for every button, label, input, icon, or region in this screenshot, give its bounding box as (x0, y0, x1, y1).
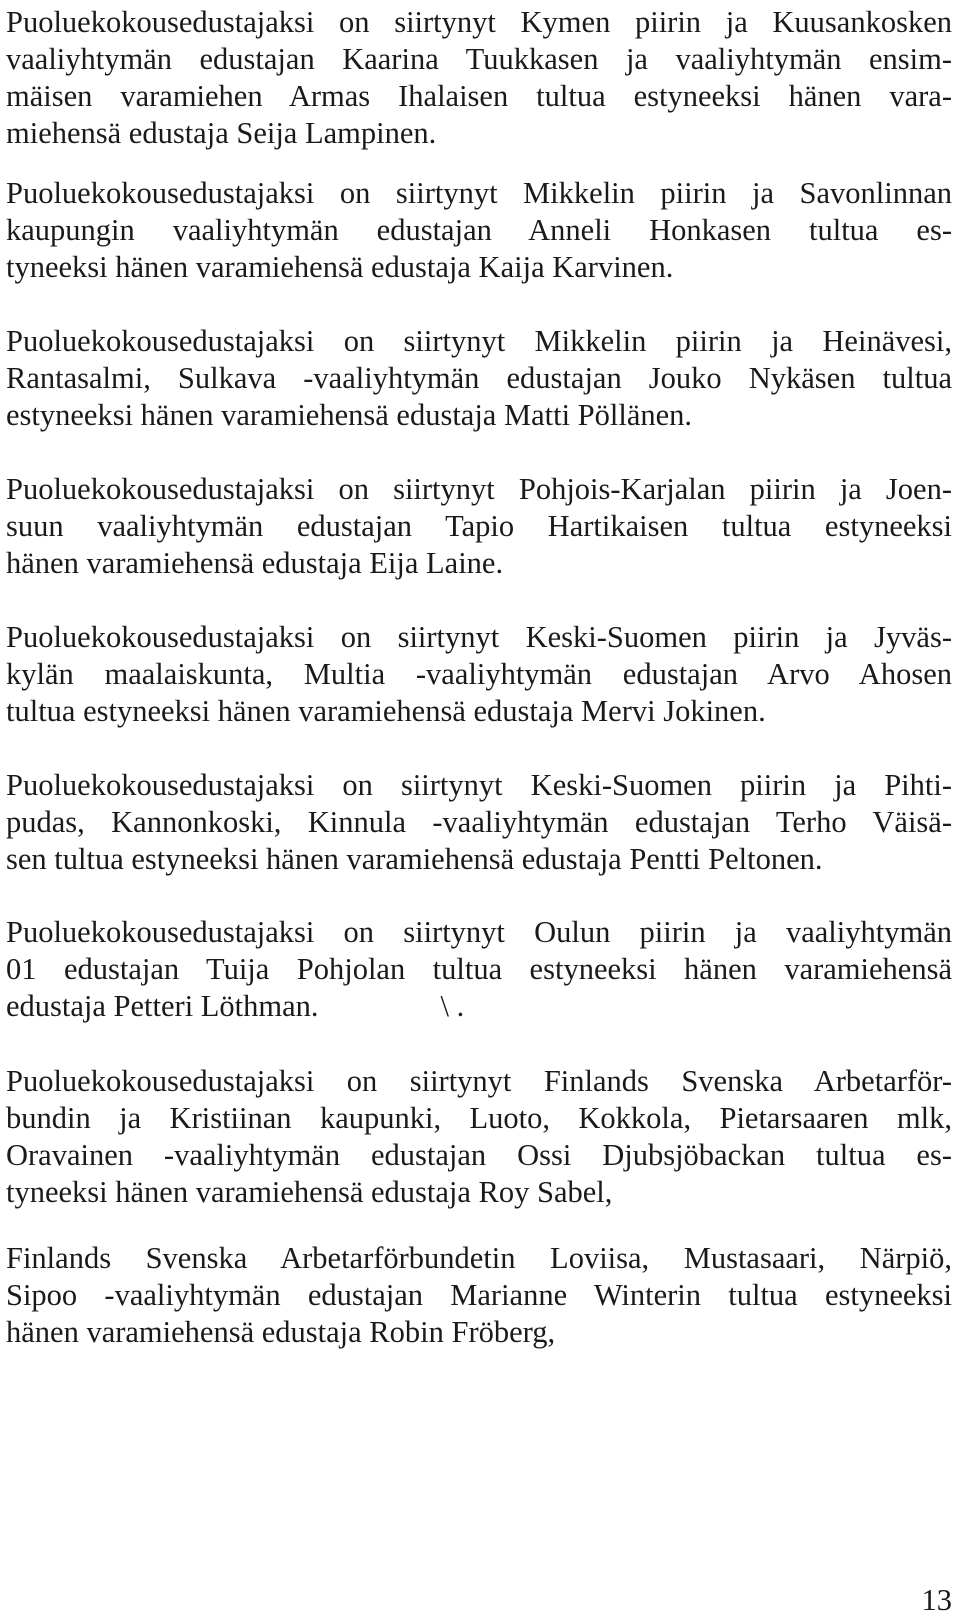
page-number: 13 (921, 1583, 952, 1617)
text-line: Sipoo -vaaliyhtymän edustajan Marianne Winterin tultua estyneeksi (6, 1278, 952, 1312)
text-line: sen tultua estyneeksi hänen varamiehensä edustaja Pentti Peltonen. (6, 842, 823, 876)
text-line: miehensä edustaja Seija Lampinen. (6, 116, 437, 150)
paragraph-9 (6, 1240, 952, 1351)
text-line: edustaja Petteri Löthman. \ . (6, 989, 465, 1023)
text-line: mäisen varamiehen Armas Ihalaisen tultua estyneeksi hänen vara- (6, 79, 952, 113)
text-line: vaaliyhtymän edustajan Kaarina Tuukkasen ja vaaliyhtymän ensim- (6, 42, 952, 76)
text-line: Puoluekokousedustajaksi on siirtynyt Finlands Svenska Arbetarför- (6, 1064, 952, 1098)
paragraph-1 (6, 4, 952, 152)
text-line: Puoluekokousedustajaksi on siirtynyt Mikkelin piirin ja Heinävesi, (6, 324, 952, 358)
text-line: hänen varamiehensä edustaja Robin Fröberg, (6, 1315, 556, 1349)
paragraph-4 (6, 471, 952, 582)
text-line: Rantasalmi, Sulkava -vaaliyhtymän edustajan Jouko Nykäsen tultua (6, 361, 952, 395)
text-line: estyneeksi hänen varamiehensä edustaja Matti Pöllänen. (6, 398, 693, 432)
text-line: Puoluekokousedustajaksi on siirtynyt Mikkelin piirin ja Savonlinnan (6, 176, 952, 210)
text-line: bundin ja Kristiinan kaupunki, Luoto, Kokkola, Pietarsaaren mlk, (6, 1101, 952, 1135)
text-line: tultua estyneeksi hänen varamiehensä edustaja Mervi Jokinen. (6, 694, 766, 728)
text-line: Puoluekokousedustajaksi on siirtynyt Pohjois-Karjalan piirin ja Joen- (6, 472, 952, 506)
text-line: Puoluekokousedustajaksi on siirtynyt Oulun piirin ja vaaliyhtymän (6, 915, 952, 949)
text-line: hänen varamiehensä edustaja Eija Laine. (6, 546, 504, 580)
text-line: 01 edustajan Tuija Pohjolan tultua estyneeksi hänen varamiehensä (6, 952, 952, 986)
paragraph-5 (6, 619, 952, 730)
text-line: Puoluekokousedustajaksi on siirtynyt Kymen piirin ja Kuusankosken (6, 5, 952, 39)
text-line: Puoluekokousedustajaksi on siirtynyt Keski-Suomen piirin ja Pihti- (6, 768, 952, 802)
paragraph-6 (6, 767, 952, 878)
text-line: Oravainen -vaaliyhtymän edustajan Ossi Djubsjöbackan tultua es- (6, 1138, 952, 1172)
text-line: tyneeksi hänen varamiehensä edustaja Kaija Karvinen. (6, 250, 674, 284)
paragraph-8 (6, 1063, 952, 1211)
text-line: suun vaaliyhtymän edustajan Tapio Hartikaisen tultua estyneeksi (6, 509, 952, 543)
paragraph-3 (6, 323, 952, 434)
text-line: Finlands Svenska Arbetarförbundetin Loviisa, Mustasaari, Närpiö, (6, 1241, 952, 1275)
text-line: kylän maalaiskunta, Multia -vaaliyhtymän edustajan Arvo Ahosen (6, 657, 952, 691)
paragraph-7 (6, 914, 952, 1025)
text-line: tyneeksi hänen varamiehensä edustaja Roy Sabel, (6, 1175, 613, 1209)
text-line: kaupungin vaaliyhtymän edustajan Anneli Honkasen tultua es- (6, 213, 952, 247)
text-line: pudas, Kannonkoski, Kinnula -vaaliyhtymän edustajan Terho Väisä- (6, 805, 952, 839)
paragraph-2 (6, 175, 952, 286)
text-line: Puoluekokousedustajaksi on siirtynyt Keski-Suomen piirin ja Jyväs- (6, 620, 952, 654)
